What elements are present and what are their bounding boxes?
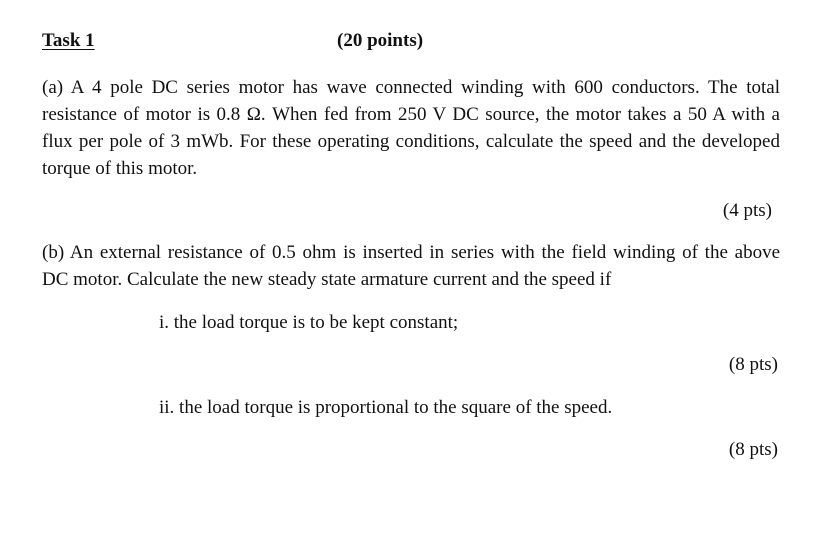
part-b-item-i: i. the load torque is to be kept constant; <box>159 312 459 333</box>
part-b-line: DC motor. Calculate the new steady state armature current and the speed if <box>42 269 612 290</box>
part-b-paragraph <box>42 239 780 293</box>
part-b-item-ii: ii. the load torque is proportional to the square of the speed. <box>159 397 613 418</box>
part-a-paragraph <box>42 74 780 182</box>
part-a-points: (4 pts) <box>722 200 772 221</box>
part-b-item-i-points: (8 pts) <box>728 354 778 375</box>
task-total-points: (20 points) <box>337 30 424 51</box>
part-a-line: (a) A 4 pole DC series motor has wave connected winding with 600 conductors. The total <box>42 77 780 98</box>
part-b-line: (b) An external resistance of 0.5 ohm is inserted in series with the field winding of the above <box>42 242 780 263</box>
part-a-line: flux per pole of 3 mWb. For these operating conditions, calculate the speed and the developed <box>42 131 780 152</box>
part-a-line: resistance of motor is 0.8 Ω. When fed from 250 V DC source, the motor takes a 50 A with a <box>42 104 780 125</box>
part-b-item-ii-points: (8 pts) <box>728 439 778 460</box>
task-title: Task 1 <box>42 30 95 51</box>
part-a-line: torque of this motor. <box>42 158 198 179</box>
